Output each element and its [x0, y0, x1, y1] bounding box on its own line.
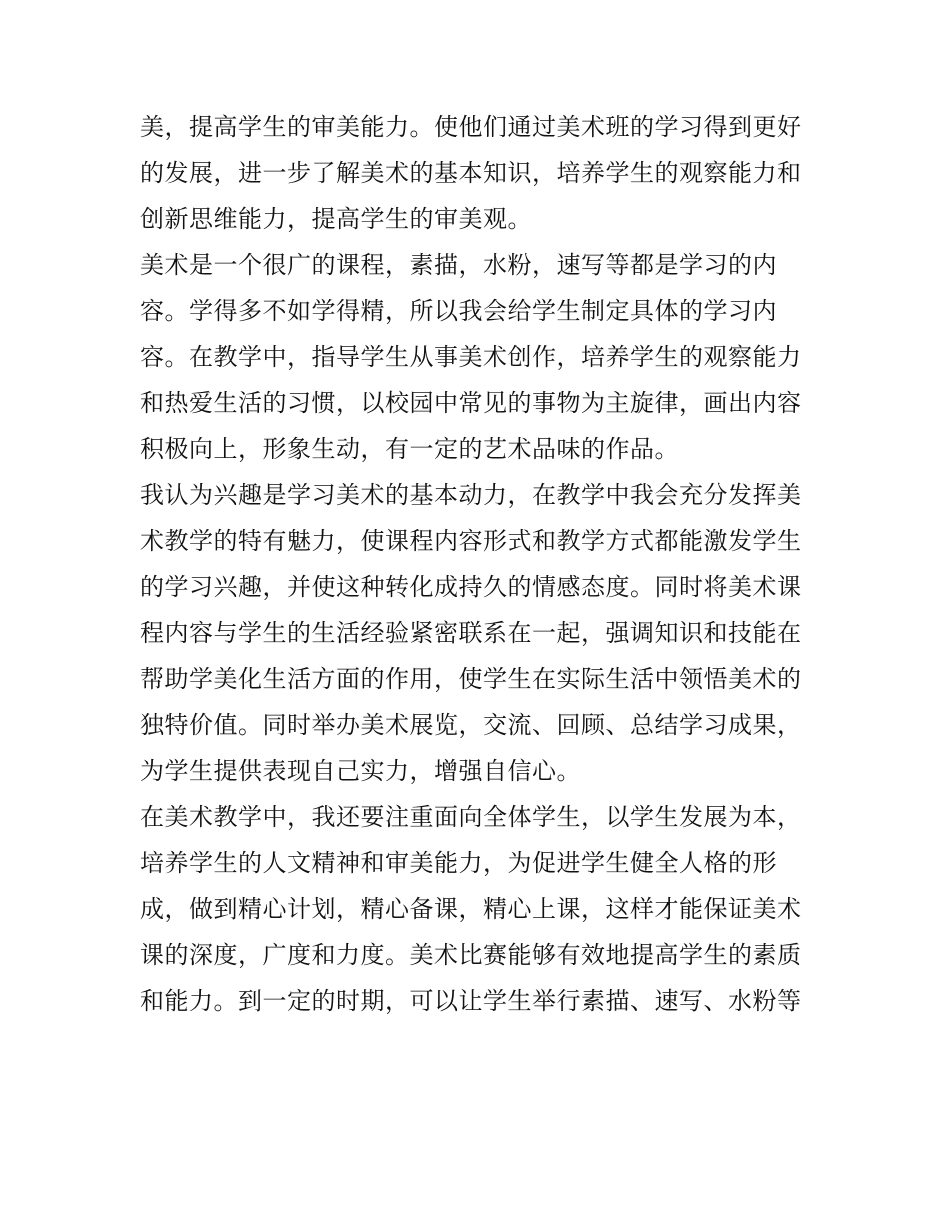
text-line-13: 帮助学美化生活方面的作用，使学生在实际生活中领悟美术的: [140, 665, 802, 693]
text-line-2: 的发展，进一步了解美术的基本知识，培养学生的观察能力和: [140, 159, 802, 187]
text-line-4: 美术是一个很广的课程，素描，水粉，速写等都是学习的内: [140, 251, 777, 279]
text-line-7: 和热爱生活的习惯，以校园中常见的事物为主旋律，画出内容: [140, 389, 802, 417]
text-line-3: 创新思维能力，提高学生的审美观。: [140, 205, 532, 233]
text-line-19: 课的深度，广度和力度。美术比赛能够有效地提高学生的素质: [140, 941, 802, 969]
text-line-16: 在美术教学中，我还要注重面向全体学生，以学生发展为本，: [140, 803, 802, 831]
text-line-12: 程内容与学生的生活经验紧密联系在一起，强调知识和技能在: [140, 619, 802, 647]
text-line-1: 美，提高学生的审美能力。使他们通过美术班的学习得到更好: [140, 113, 802, 141]
text-line-11: 的学习兴趣，并使这种转化成持久的情感态度。同时将美术课: [140, 573, 802, 601]
document-body: [140, 104, 820, 1024]
text-line-8: 积极向上，形象生动，有一定的艺术品味的作品。: [140, 435, 679, 463]
text-line-17: 培养学生的人文精神和审美能力，为促进学生健全人格的形: [140, 849, 777, 877]
text-line-18: 成，做到精心计划，精心备课，精心上课，这样才能保证美术: [140, 895, 802, 923]
text-line-15: 为学生提供表现自己实力，增强自信心。: [140, 757, 581, 785]
text-line-10: 术教学的特有魅力，使课程内容形式和教学方式都能激发学生: [140, 527, 802, 555]
text-line-6: 容。在教学中，指导学生从事美术创作，培养学生的观察能力: [140, 343, 802, 371]
text-line-9: 我认为兴趣是学习美术的基本动力，在教学中我会充分发挥美: [140, 481, 802, 509]
text-line-5: 容。学得多不如学得精，所以我会给学生制定具体的学习内: [140, 297, 777, 325]
text-line-14: 独特价值。同时举办美术展览，交流、回顾、总结学习成果，: [140, 711, 802, 739]
text-line-20: 和能力。到一定的时期，可以让学生举行素描、速写、水粉等: [140, 987, 802, 1015]
